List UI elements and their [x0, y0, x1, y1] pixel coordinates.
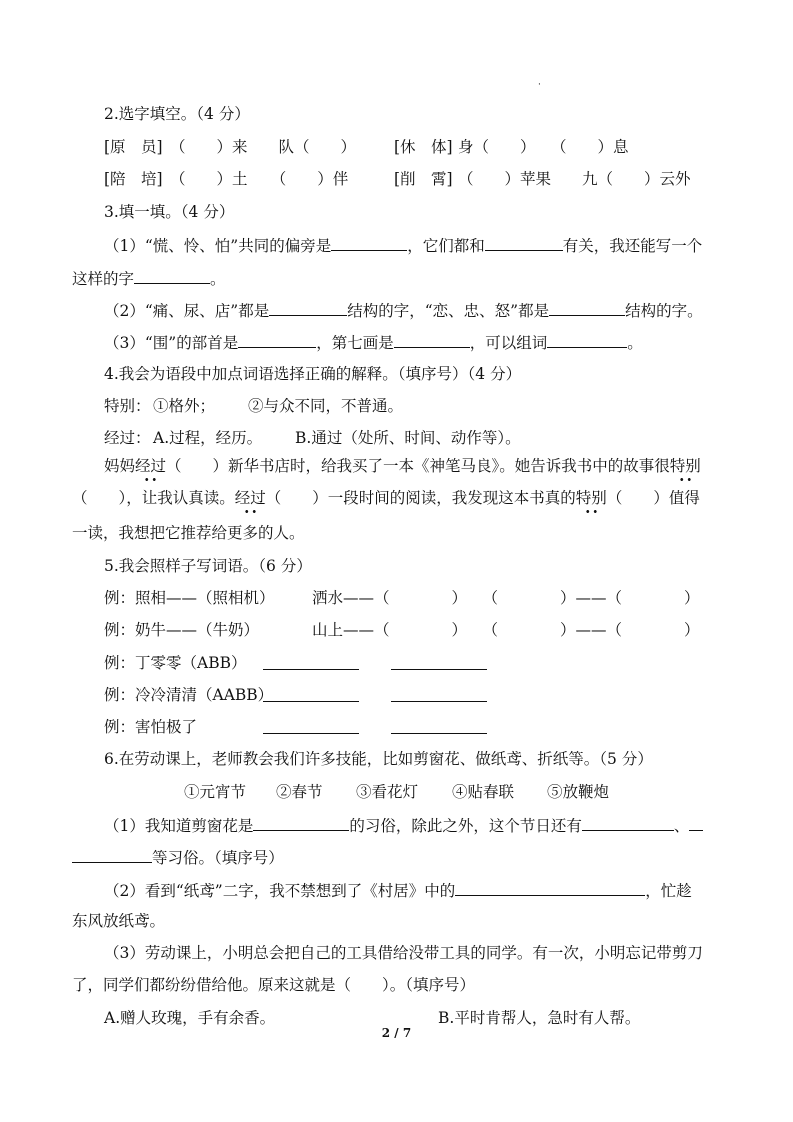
q4-jingguo-label: 经过： [104, 429, 151, 447]
q5-example2-blanks: 山上——（ ） （ ）——（ ） [312, 621, 700, 639]
q6-p1-text-a: （1）我知道剪窗花是 [104, 817, 254, 835]
q4-jingguo-option2: B.通过（处所、时间、动作等）。 [295, 429, 521, 447]
q2-row2-group1-options: [陪 培] [104, 170, 163, 188]
q6-title: 6.在劳动课上，老师教会我们许多技能，比如剪窗花、做纸鸢、折纸等。（5 分） [104, 750, 653, 768]
q2-row1-group1-options: [原 员] [104, 138, 163, 156]
q3-part1-line2 [72, 267, 226, 289]
q4-paragraph-line1 [104, 456, 701, 476]
q6-option-3: ③看花灯 [356, 783, 419, 801]
q3-p1-blank-radical[interactable] [331, 234, 407, 251]
q3-p1-text-d: 这样的字 [72, 270, 135, 288]
q6-p1-text-c: 、 [673, 817, 690, 835]
q4-paragraph-line2 [72, 488, 700, 508]
q3-part1-line1 [104, 234, 702, 256]
q6-p1-text-d: 等习俗。（填序号） [152, 849, 284, 867]
q2-row1-group2-options: [休 体] [394, 138, 453, 156]
q3-p1-text-b: ，它们都和 [407, 237, 485, 255]
q3-p3-text-c: ，可以组词 [469, 334, 548, 352]
scan-dot: · [538, 80, 541, 90]
q6-choice-b: B.平时肯帮人，急时有人帮。 [438, 1009, 641, 1027]
q3-p3-text-d: 。 [627, 334, 643, 352]
q6-choice-a: A.赠人玫瑰，手有余香。 [104, 1009, 276, 1027]
q6-p2-text-b: ，忙趁 [645, 882, 692, 900]
q3-p3-text-a: （3）“围”的部首是 [104, 334, 239, 352]
q6-option-5: ⑤放鞭炮 [547, 783, 610, 801]
q6-p2-text-a: （2）看到“纸鸢”二字，我不禁想到了《村居》中的 [104, 882, 456, 900]
q4-dotted-word-tebie-2: 特别 [575, 489, 607, 507]
q3-p2-text-b: 结构的字，“恋、忠、怒”都是 [347, 302, 550, 320]
q3-part2 [104, 299, 703, 321]
q6-part1-line2 [72, 846, 284, 868]
q2-row2-group2-text: （ ）苹果 九（ ）云外 [458, 170, 691, 188]
q4-dotted-word-tebie-1: 特别 [669, 457, 701, 475]
q3-p3-text-b: ，第七画是 [316, 334, 394, 352]
q6-option-1: ①元宵节 [184, 783, 247, 801]
q3-p1-text-c: 有关，我还能写一个 [562, 237, 703, 255]
q6-p1-blank-custom2-start[interactable] [689, 814, 703, 831]
q5-title: 5.我会照样子写词语。（6 分） [104, 557, 312, 575]
q5-ex4-blank1[interactable] [263, 701, 359, 702]
q4-tebie-label: 特别： [104, 397, 151, 415]
q3-part3 [104, 331, 643, 353]
q4-tebie-option1: ①格外； [153, 397, 216, 415]
q3-p1-blank-related[interactable] [485, 234, 563, 251]
q3-p1-text-e: 。 [210, 270, 226, 288]
q5-example2: 例：奶牛——（牛奶） [104, 621, 260, 639]
q6-part2-line1 [104, 879, 692, 901]
q6-p2-blank-poem[interactable] [455, 879, 645, 896]
q3-p2-blank-structure2[interactable] [549, 299, 625, 316]
q5-ex5-blank2[interactable] [391, 733, 487, 734]
q3-p3-blank-word[interactable] [547, 331, 627, 348]
q2-row1-group1-text: （ ）来 队（ ） [170, 138, 357, 156]
q5-example4: 例：冷冷清清（AABB） [104, 686, 274, 704]
q2-title: 2.选字填空。（4 分） [104, 105, 250, 123]
q3-p1-blank-char[interactable] [134, 267, 210, 284]
q5-ex5-blank1[interactable] [263, 733, 359, 734]
q4-title: 4.我会为语段中加点词语选择正确的解释。（填序号）（4 分） [104, 365, 522, 383]
q4-paragraph-line3: 一读，我想把它推荐给更多的人。 [72, 524, 305, 542]
q4-jingguo-option1: A.过程，经历。 [153, 429, 263, 447]
q5-ex3-blank2[interactable] [391, 669, 487, 670]
q4-para-l1-text-b: （ ）新华书店时，给我买了一本《神笔马良》。她告诉我书中的故事很 [166, 457, 670, 475]
q6-p1-blank-custom2-end[interactable] [72, 846, 152, 863]
q2-row2-group2-options: [削 霄] [394, 170, 453, 188]
q4-para-l1-text-a: 妈妈 [104, 457, 136, 475]
q6-p1-text-b: 的习俗，除此之外，这个节日还有 [349, 817, 582, 835]
q3-p1-text-a: （1）“慌、怜、怕”共同的偏旁是 [104, 237, 332, 255]
q5-example5: 例：害怕极了 [104, 718, 198, 736]
q3-title: 3.填一填。（4 分） [104, 203, 235, 221]
q5-ex4-blank2[interactable] [391, 701, 487, 702]
q2-row1-group2-text: 身（ ） （ ）息 [458, 138, 629, 156]
q5-example3: 例：丁零零（ABB） [104, 654, 247, 672]
q2-row2-group1-text: （ ）土 （ ）伴 [170, 170, 349, 188]
q6-option-4: ④贴春联 [452, 783, 515, 801]
q5-ex3-blank1[interactable] [263, 669, 359, 670]
q3-p2-text-c: 结构的字。 [625, 302, 703, 320]
q4-dotted-word-jingguo-2: 经过 [234, 489, 266, 507]
q4-dotted-word-jingguo-1: 经过 [135, 457, 167, 475]
q6-part3-line1: （3）劳动课上，小明总会把自己的工具借给没带工具的同学。有一次，小明忘记带剪刀 [104, 944, 703, 962]
q5-example1: 例：照相——（照相机） [104, 589, 275, 607]
q3-p2-text-a: （2）“痛、尿、店”都是 [104, 302, 270, 320]
q4-para-l2-text-b: （ ）一段时间的阅读，我发现这本书真的 [265, 489, 576, 507]
q3-p2-blank-structure1[interactable] [269, 299, 347, 316]
q3-p3-blank-stroke[interactable] [394, 331, 470, 348]
q6-part2-line2: 东风放纸鸢。 [72, 912, 166, 930]
q3-p3-blank-radical[interactable] [238, 331, 316, 348]
q4-para-l2-text-c: （ ）值得 [606, 489, 700, 507]
q6-part1-line1 [104, 814, 703, 836]
q4-para-l2-text-a: （ ），让我认真读。 [72, 489, 235, 507]
q5-example1-blanks: 洒水——（ ） （ ）——（ ） [312, 589, 700, 607]
q6-option-2: ②春节 [276, 783, 323, 801]
q6-p1-blank-custom1[interactable] [582, 814, 674, 831]
q6-part3-line2: 了，同学们都纷纷借给他。原来这就是（ ）。（填序号） [72, 976, 476, 994]
q4-tebie-option2: ②与众不同，不普通。 [248, 397, 404, 415]
q6-p1-blank-festival[interactable] [253, 814, 349, 831]
page-number: 2 / 7 [381, 1026, 412, 1040]
